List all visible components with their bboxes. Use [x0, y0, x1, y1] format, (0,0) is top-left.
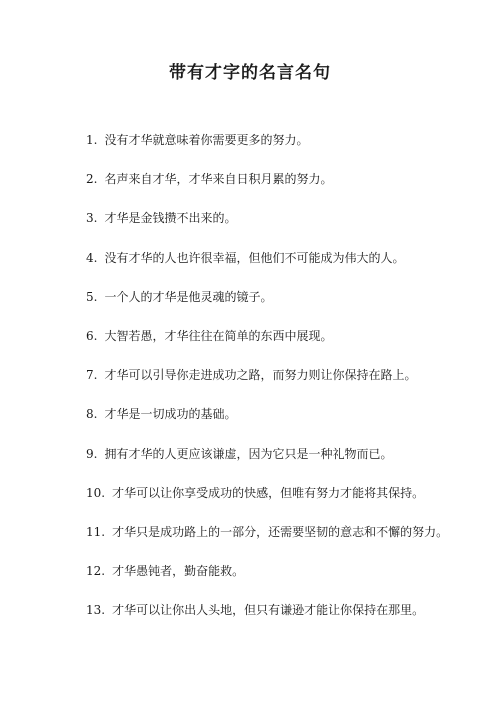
quote-item	[86, 405, 486, 444]
quote-text: 拥有才华的人更应该谦虚，因为它只是一种礼物而已。	[104, 446, 393, 461]
quote-item	[86, 601, 486, 640]
quote-text: 大智若愚，才华往往在简单的东西中展现。	[104, 328, 333, 343]
quote-item	[86, 484, 486, 523]
document-title: 带有才字的名言名句	[169, 63, 331, 83]
quote-item	[86, 131, 486, 170]
quote-item	[86, 366, 486, 405]
quote-number: 7.	[86, 368, 98, 383]
quote-text: 一个人的才华是他灵魂的镜子。	[104, 289, 273, 304]
quote-text: 才华是一切成功的基础。	[104, 407, 237, 422]
quote-item	[86, 523, 486, 562]
quote-text: 名声来自才华，才华来自日积月累的努力。	[104, 172, 333, 187]
quote-number: 1.	[86, 133, 98, 147]
quote-text: 才华是金钱攒不出来的。	[104, 211, 237, 226]
quote-item	[86, 288, 486, 327]
quote-number: 4.	[86, 250, 98, 265]
quote-number: 2.	[86, 172, 98, 187]
quote-text: 没有才华的人也许很幸福，但他们不可能成为伟大的人。	[104, 250, 405, 265]
quote-list	[86, 131, 486, 640]
quote-item	[86, 327, 486, 366]
quote-text: 才华可以让你出人头地，但只有谦逊才能让你保持在那里。	[112, 603, 425, 618]
quote-item	[86, 170, 486, 209]
quote-number: 3.	[86, 211, 98, 226]
quote-text: 才华可以引导你走进成功之路，而努力则让你保持在路上。	[104, 368, 417, 383]
quote-number: 8.	[86, 407, 98, 422]
quote-number: 11.	[86, 524, 106, 539]
quote-number: 13.	[86, 603, 106, 618]
quote-number: 6.	[86, 328, 98, 343]
quote-number: 10.	[86, 485, 106, 500]
quote-number: 5.	[86, 289, 98, 304]
quote-item	[86, 249, 486, 288]
quote-text: 才华愚钝者，勤奋能救。	[112, 564, 245, 579]
quote-text: 没有才华就意味着你需要更多的努力。	[104, 133, 309, 147]
quote-item	[86, 209, 486, 248]
quote-number: 12.	[86, 564, 106, 579]
quote-text: 才华只是成功路上的一部分，还需要坚韧的意志和不懈的努力。	[112, 524, 449, 539]
quote-item	[86, 445, 486, 484]
quote-number: 9.	[86, 446, 98, 461]
quote-item	[86, 562, 486, 601]
quote-text: 才华可以让你享受成功的快感，但唯有努力才能将其保持。	[112, 485, 425, 500]
